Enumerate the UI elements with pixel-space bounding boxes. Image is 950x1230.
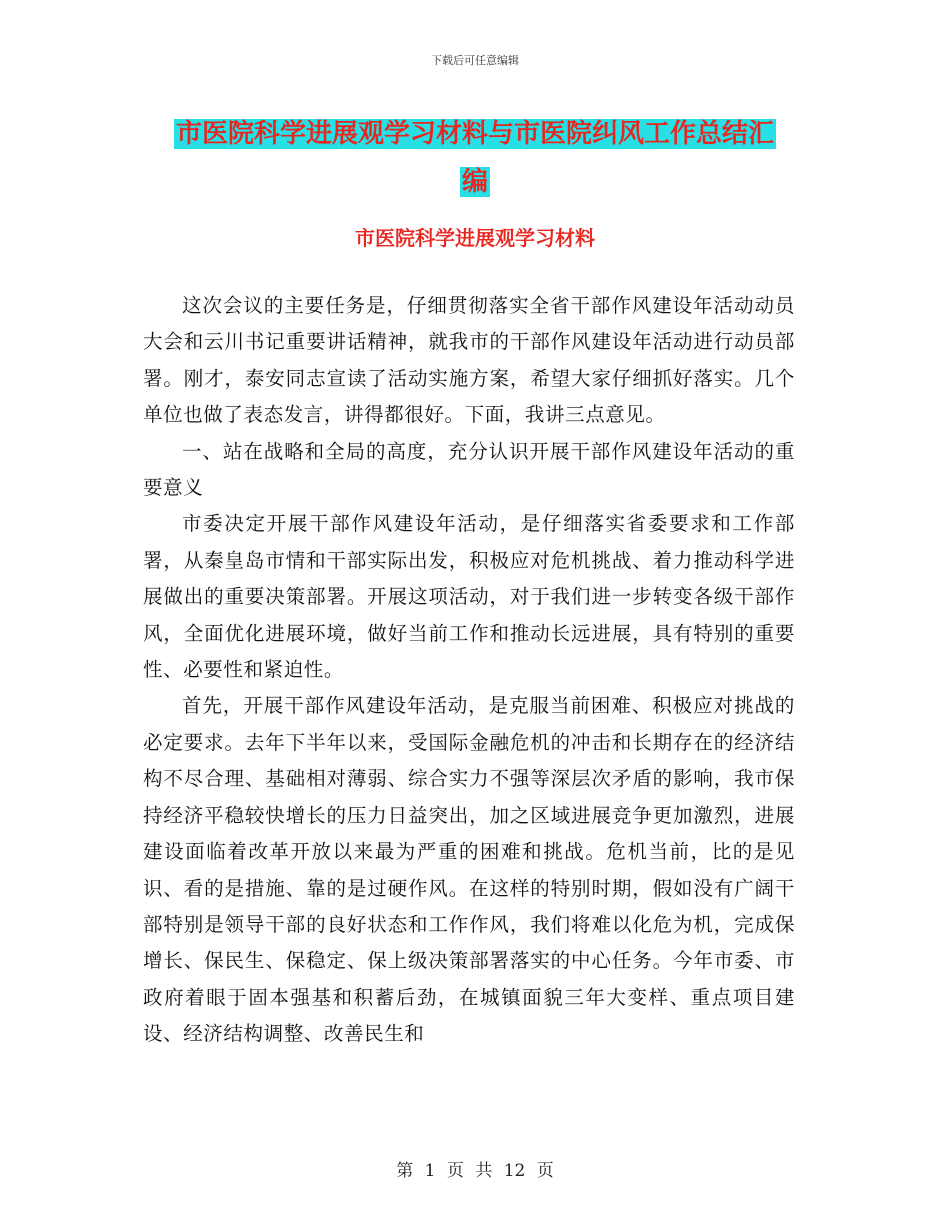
- paragraph-2: 一、站在战略和全局的高度，充分认识开展干部作风建设年活动的重要意义: [143, 439, 795, 500]
- document-title: [140, 110, 810, 206]
- document-title-line-2: 编: [461, 167, 488, 197]
- paragraph-4: 首先，开展干部作风建设年活动，是克服当前困难、积极应对挑战的必定要求。去年下半年以来，受国际金融危机的冲击和长期存在的经济结构不尽合理、基础相对薄弱、综合实力不强等深层次矛盾的影响，我市保持经济平稳较快增长的压力日益突出，加之区域进展竞争更加激烈，进展建设面临着改革开放以来最为严重的困难和挑战。危机当前，比的是见识、看的是措施、靠的是过硬作风。在这样的特别时期，假如没有广阔干部特别是领导干部的良好状态和工作作风，我们将难以化危为机，完成保增长、保民生、保稳定、保上级决策部署落实的中心任务。今年市委、市政府着眼于固本强基和积蓄后劲，在城镇面貌三年大变样、重点项目建设、经济结构调整、改善民生和: [143, 694, 795, 1046]
- document-body: [143, 288, 795, 1053]
- section-title: 市医院科学进展观学习材料: [355, 226, 595, 250]
- paragraph-3: 市委决定开展干部作风建设年活动，是仔细落实省委要求和工作部署，从秦皇岛市情和干部实际出发，积极应对危机挑战、着力推动科学进展做出的重要决策部署。开展这项活动，对于我们进一步转变各级干部作风，全面优化进展环境，做好当前工作和推动长远进展，具有特别的重要性、必要性和紧迫性。: [143, 512, 795, 682]
- paragraph-1: 这次会议的主要任务是，仔细贯彻落实全省干部作风建设年活动动员大会和云川书记重要讲话精神，就我市的干部作风建设年活动进行动员部署。刚才，泰安同志宣读了活动实施方案，希望大家仔细抓好落实。几个单位也做了表态发言，讲得都很好。下面，我讲三点意见。: [143, 294, 795, 427]
- page-number: 第 1 页 共 12 页: [396, 1161, 554, 1181]
- document-title-line-1: 市医院科学进展观学习材料与市医院纠风工作总结汇: [175, 119, 774, 149]
- header-note: 下载后可任意编辑: [431, 54, 519, 67]
